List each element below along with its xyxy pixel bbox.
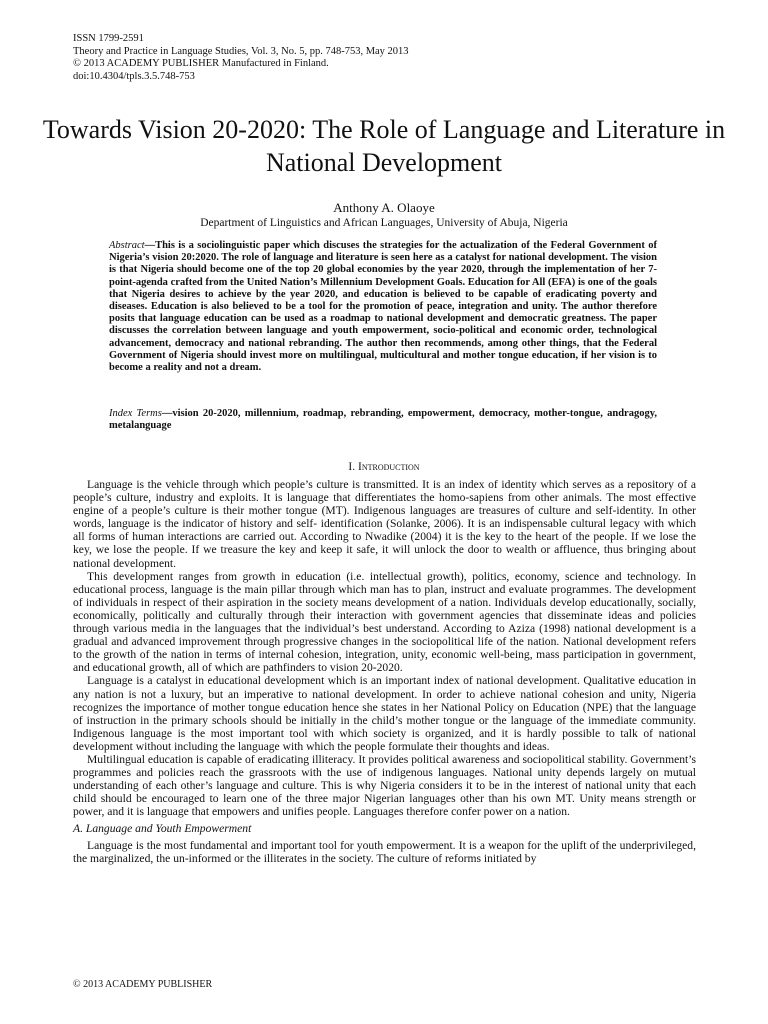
abstract bbox=[109, 240, 657, 374]
author-name: Anthony A. Olaoye bbox=[333, 200, 435, 215]
author-affiliation: Department of Linguistics and African Languages, University of Abuja, Nigeria bbox=[200, 217, 568, 229]
section-heading bbox=[0, 460, 768, 474]
index-terms-label: Index Terms bbox=[109, 408, 162, 419]
section-number: I. bbox=[348, 461, 358, 473]
paragraph: Language is the vehicle through which people’s culture is transmitted. It is an index of identity which serves as a repository of a people’s culture, industry and exploits. It is language that differentiates the homo-sapiens from other animals. The most effective engine of a people’s culture is their mother tongue (MT). Indigenous languages are treasures of culture and self-identity. In other words, language is the indicator of history and self- identification (Solanke, 2006). It is an indispensable cultural legacy with which all forms of human interactions are carried out. According to Nwadike (2004) it is the key to the heart of the people. If we lose the key, we lose the people. If we treasure the key and keep it safe, it will unlock the door to wealth or affluence, thus bringing about national development. bbox=[73, 478, 696, 570]
section-title: Introduction bbox=[357, 461, 420, 473]
journal-citation: Theory and Practice in Language Studies, Vol. 3, No. 5, pp. 748-753, May 2013 bbox=[73, 45, 409, 57]
abstract-label: Abstract bbox=[109, 240, 145, 251]
paragraph: This development ranges from growth in education (i.e. intellectual growth), politics, economy, science and technology. In educational process, language is the main pillar through which man has to plan, instruct and evaluate programmes. The development of individuals in respect of their aspiration in the society means development of a nation. Individuals develop educationally, socially, economically, politically and culturally through their interaction with government agencies that disseminate ideas and policies through various media in the languages that the individual’s best understand. According to Aziza (1998) national development is a gradual and advanced improvement through progressive changes in the sociopolitical life of the nation. National development refers to the growth of the nation in terms of internal cohesion, integration, unity, economic well-being, mass participation in government, and educational growth, all of which are pathfinders to vision 20-2020. bbox=[73, 569, 696, 675]
paragraph: Language is a catalyst in educational development which is an important index of national development. Qualitative education in any nation is not a luxury, but an imperative to national development. In order to achieve national cohesion and unity, Nigeria recognizes the importance of mother tongue education hence she states in her National Policy on Education (NPE) that the language of instruction in the primary schools should be initially in the child’s mother tongue or the language of the immediate community. Indigenous language is the most important tool with which society is organized, and it is hardly possible to talk of national development without including the language with which the people formulate their thoughts and ideas. bbox=[73, 674, 696, 753]
journal-header bbox=[73, 33, 409, 83]
index-terms-dash: — bbox=[161, 408, 173, 419]
index-terms-text: vision 20-2020, millennium, roadmap, rebranding, empowerment, democracy, mother-tongue, andragogy, metalanguage bbox=[109, 408, 658, 432]
paragraph: Language is the most fundamental and important tool for youth empowerment. It is a weapon for the uplift of the underprivileged, the marginalized, the un-informed or the illiterates in the society. The culture of reforms initiated by bbox=[73, 838, 696, 865]
issn: ISSN 1799-2591 bbox=[73, 33, 144, 44]
index-terms bbox=[109, 408, 657, 432]
body-text bbox=[73, 478, 696, 865]
paper-title: Towards Vision 20-2020: The Role of Language and Literature in National Development bbox=[42, 115, 726, 177]
paragraph: Multilingual education is capable of eradicating illiteracy. It provides political awareness and sociopolitical stability. Government’s programmes and policies reach the grassroots with the use of indigenous languages. National unity depends largely on mutual understanding of each other’s language and culture. This is why Nigeria considers it to be in the interest of national unity that each child should be encouraged to learn one of the three major Nigerian languages other than his own MT. Unity means strength or power, and it is language that empowers and unifies people. Languages therefore confer power on a nation. bbox=[73, 752, 696, 819]
subsection-heading: A. Language and Youth Empowerment bbox=[73, 822, 252, 836]
abstract-text: This is a sociolinguistic paper which discuses the strategies for the actualization of the Federal Government of Nigeria’s vision 20:2020. The role of language and literature is seen here as a catalyst for national development. The vision is that Nigeria should become one of the top 20 global economies by the year 2020, through the implementation of her 7-point-agenda crafted from the United Nation’s Millennium Development Goals. Education for All (EFA) is one of the goals that Nigeria desires to achieve by the year 2020, and education is believed to be capable of eradicating poverty and diseases. Education is also believed to be a tool for the promotion of peace, integration and unity. The author therefore posits that language education can be used as a roadmap to national development and democratic greatness. The paper discusses the correlation between language and youth empowerment, socio-political and economic order, technological advancement, democracy and national rebranding. The author then recommends, among other things, that the Federal Government of Nigeria should invest more on multilingual, multicultural and mother tongue education, if her vision is to become a reality and not a dream. bbox=[109, 240, 657, 374]
page-footer: © 2013 ACADEMY PUBLISHER bbox=[73, 979, 213, 990]
copyright-line: © 2013 ACADEMY PUBLISHER Manufactured in Finland. bbox=[73, 58, 329, 69]
abstract-dash: — bbox=[144, 240, 156, 251]
doi: doi:10.4304/tpls.3.5.748-753 bbox=[73, 70, 195, 82]
